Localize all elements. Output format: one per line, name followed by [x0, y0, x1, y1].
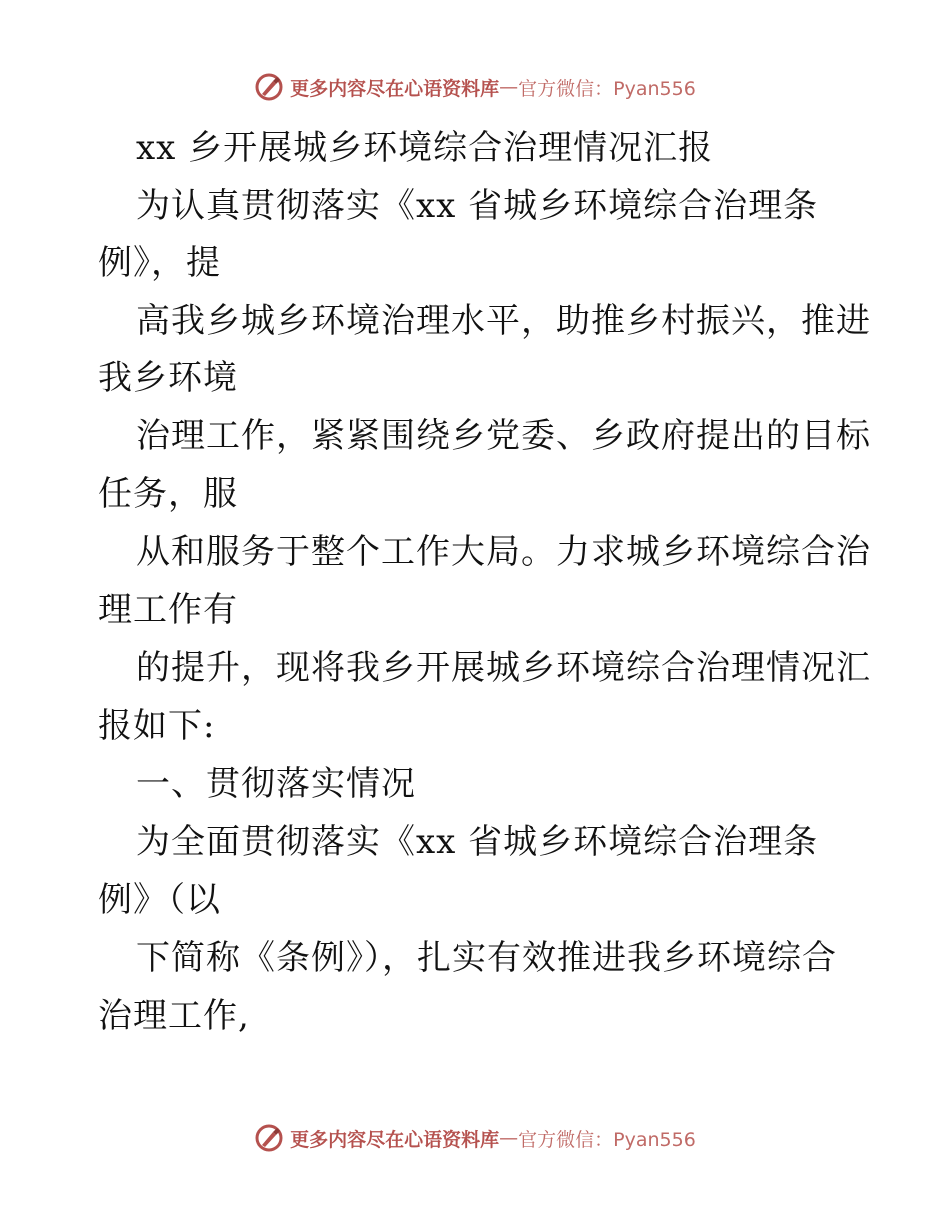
header-watermark-banner — [0, 72, 950, 102]
paragraph-line: 我乡环境 — [98, 358, 238, 398]
paragraph-line: 理工作有 — [98, 590, 238, 630]
paragraph-line: 治理工作, — [98, 996, 250, 1036]
footer-watermark-banner — [0, 1123, 950, 1153]
banner-dash: — — [499, 76, 519, 98]
paragraph-line: 任务，服 — [98, 474, 238, 514]
paragraph-line: 治理工作，紧紧围绕乡党委、乡政府提出的目标 — [136, 416, 871, 456]
paragraph-line: 的提升，现将我乡开展城乡环境综合治理情况汇 — [136, 648, 871, 688]
pen-logo-icon — [254, 1123, 284, 1153]
paragraph-line: 报如下: — [98, 706, 216, 746]
paragraph-line: 从和服务于整个工作大局。力求城乡环境综合治 — [136, 532, 871, 572]
banner-dash: — — [499, 1127, 519, 1149]
banner-wechat-text: 官方微信：Pyan556 — [518, 77, 696, 100]
paragraph-line: 为全面贯彻落实《xx 省城乡环境综合治理条 — [136, 822, 819, 862]
paragraph-line: 为认真贯彻落实《xx 省城乡环境综合治理条 — [136, 186, 819, 226]
paragraph-line: 例》（以 — [98, 880, 221, 920]
banner-wechat-text: 官方微信：Pyan556 — [518, 1128, 696, 1151]
banner-main-text: 更多内容尽在心语资料库 — [290, 1128, 500, 1151]
paragraph-line: 下简称《条例》），扎实有效推进我乡环境综合 — [136, 938, 837, 978]
paragraph-line: 高我乡城乡环境治理水平，助推乡村振兴，推进 — [136, 301, 871, 341]
section-heading: 一、贯彻落实情况 — [136, 764, 416, 804]
pen-logo-icon — [254, 72, 284, 102]
banner-main-text: 更多内容尽在心语资料库 — [290, 77, 500, 100]
document-title: xx 乡开展城乡环境综合治理情况汇报 — [136, 128, 714, 168]
paragraph-line: 例》，提 — [98, 243, 221, 283]
